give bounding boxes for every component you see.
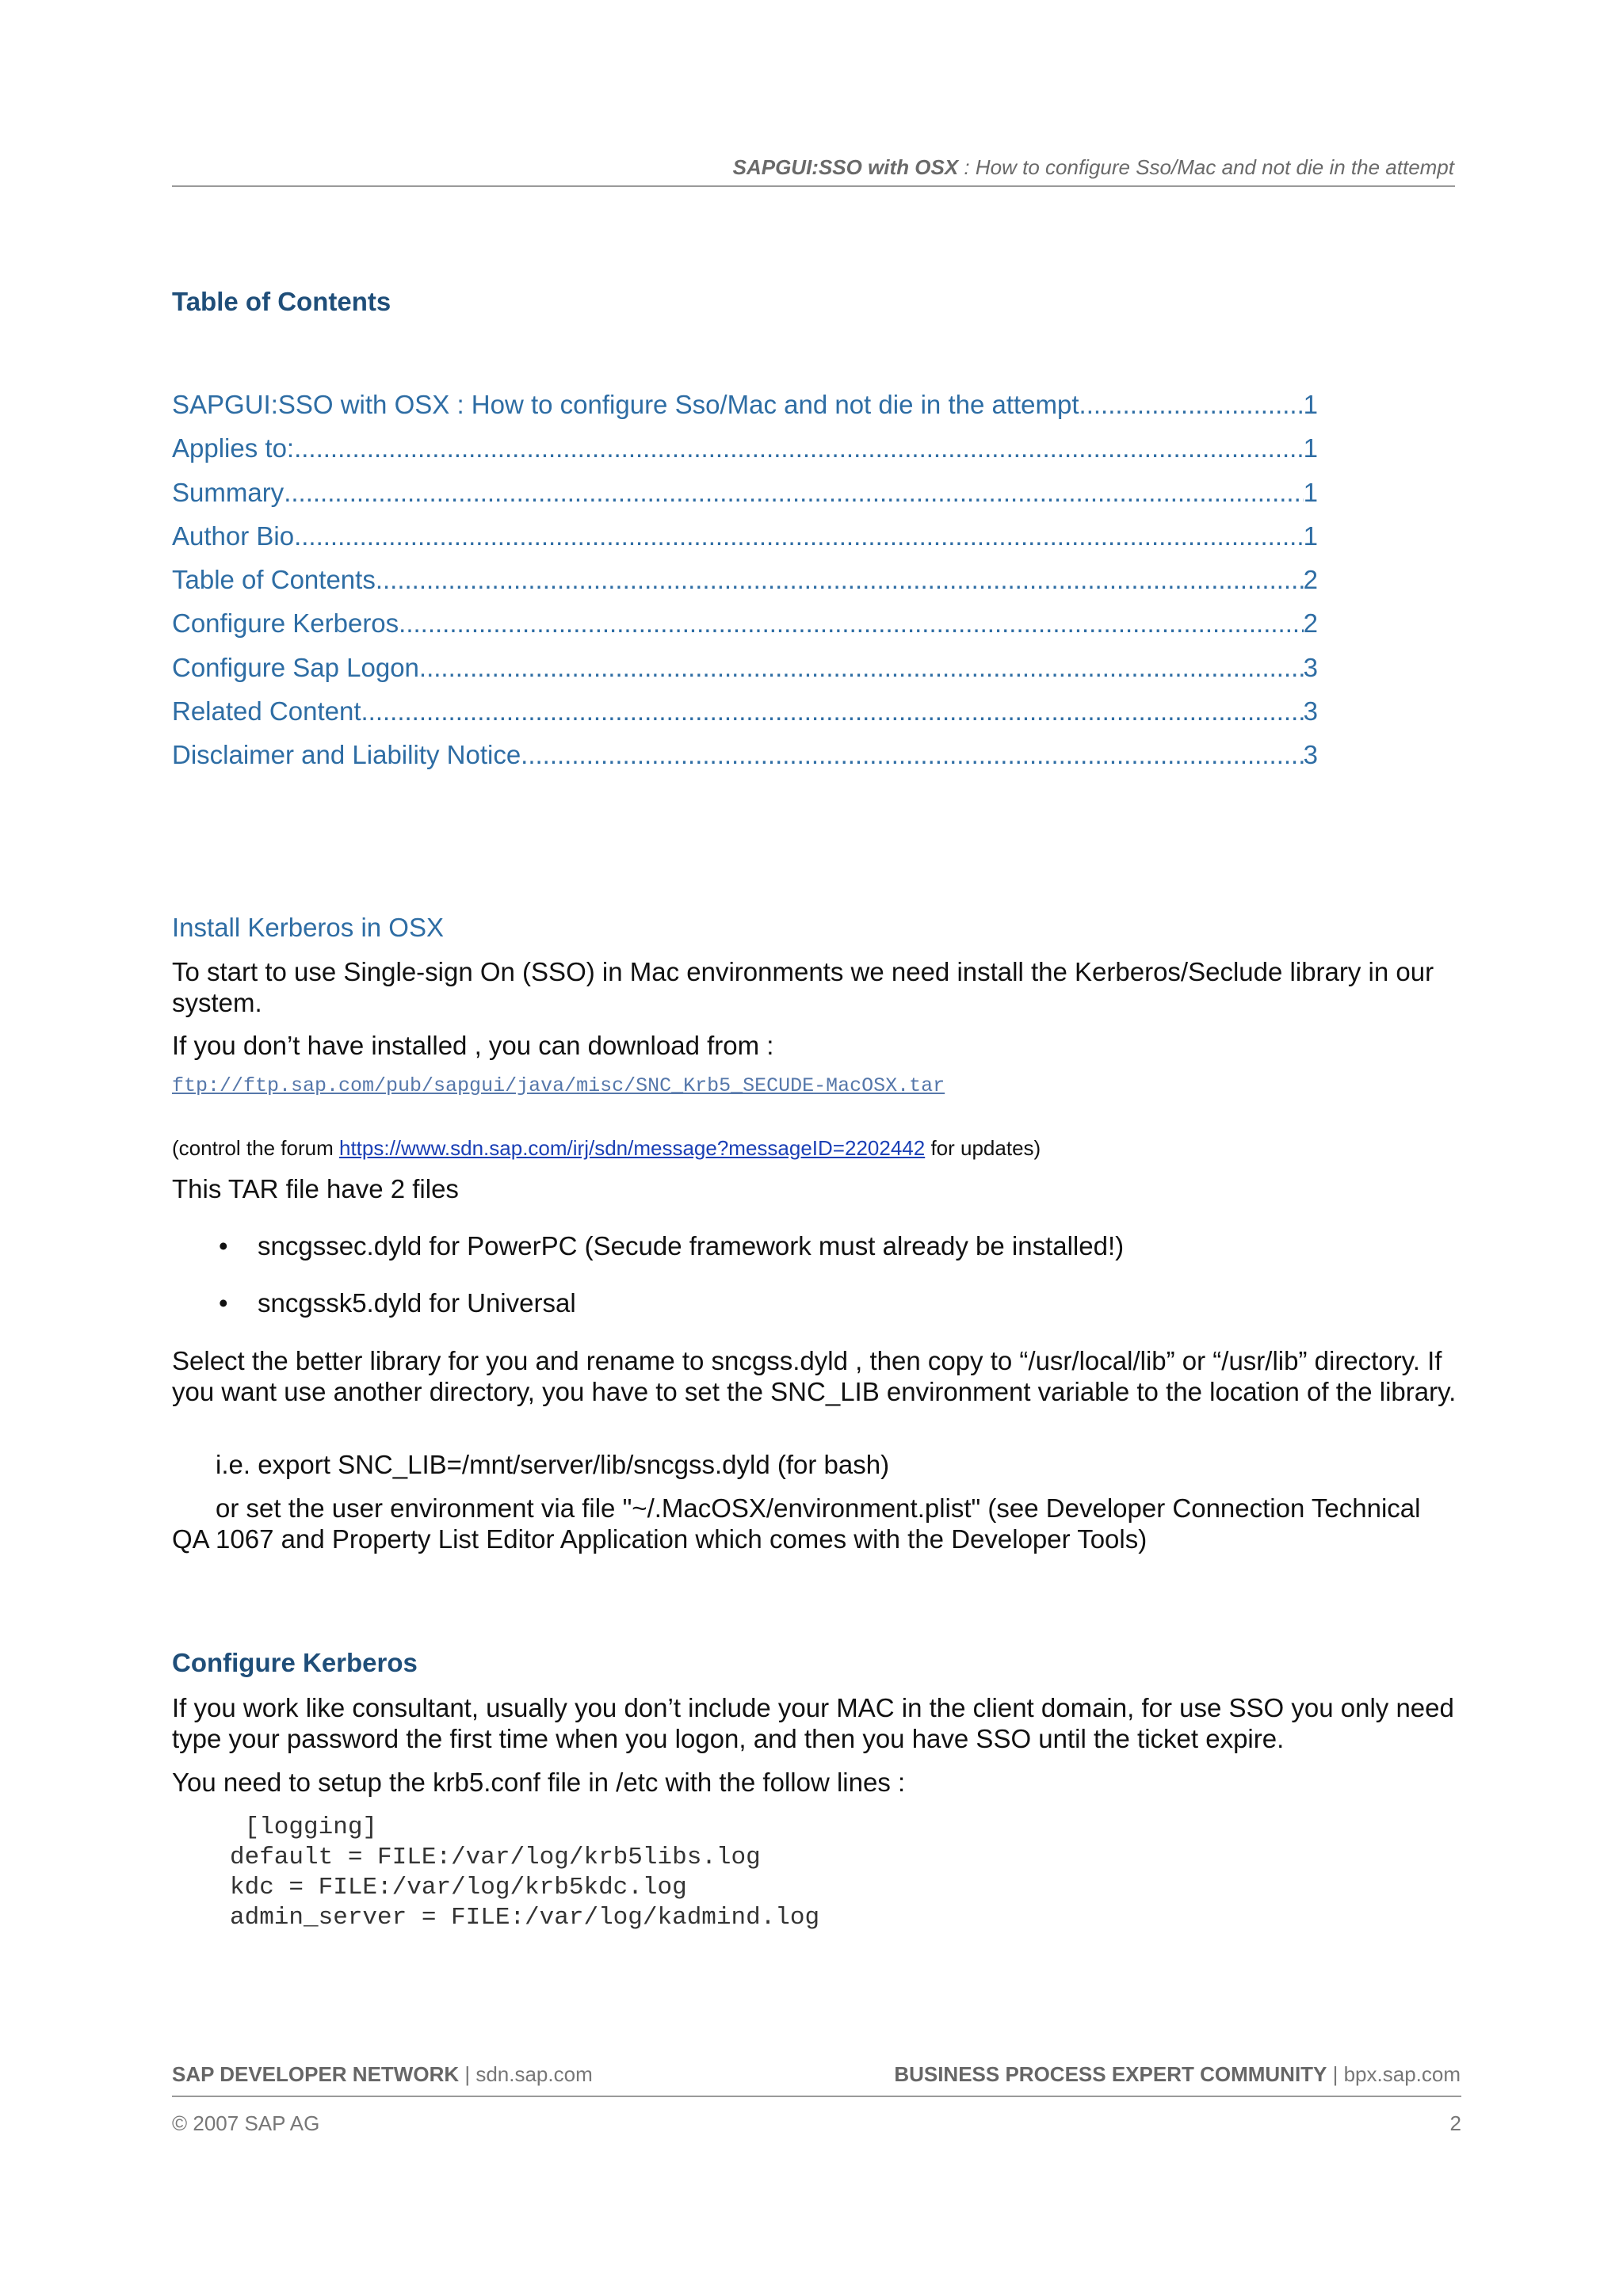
bullet-icon: •	[219, 1231, 228, 1261]
list-item: sncgssk5.dyld for Universal	[258, 1288, 576, 1318]
toc-entry[interactable]: Configure Sap Logon ..... 3	[172, 653, 1318, 696]
list-item: sncgssec.dyld for PowerPC (Secude framework must already be installed!)	[258, 1231, 1125, 1261]
toc-entry[interactable]: Author Bio ..... 1	[172, 521, 1318, 565]
footer-left-site: sdn.sap.com	[475, 2062, 593, 2086]
code-line: default = FILE:/var/log/krb5libs.log	[230, 1844, 761, 1871]
footer-left-separator: |	[459, 2062, 476, 2086]
ftp-download-link[interactable]: ftp://ftp.sap.com/pub/sapgui/java/misc/SNC_Krb5_SECUDE-MacOSX.tar	[172, 1074, 945, 1097]
plist-para: or set the user environment via file "~/.MacOSX/environment.plist" (see Developer Connection Technical QA 1067 and Property List Editor Application which comes with the Developer Tools)	[172, 1493, 1421, 1554]
configure-para-1: If you work like consultant, usually you don’t include your MAC in the client domain, for use SSO you only need type your password the first time when you logon, and then you have SSO until the ticket expire.	[172, 1693, 1454, 1753]
export-example: i.e. export SNC_LIB=/mnt/server/lib/sncgss.dyld (for bash)	[216, 1450, 890, 1479]
code-line: kdc = FILE:/var/log/krb5kdc.log	[230, 1874, 687, 1901]
bullet-icon: •	[219, 1288, 228, 1318]
forum-note-suffix: for updates)	[925, 1136, 1041, 1160]
code-line: admin_server = FILE:/var/log/kadmind.log	[230, 1904, 820, 1932]
footer-left	[172, 2062, 593, 2087]
toc-entry[interactable]: Related Content ..... 3	[172, 696, 1318, 740]
footer-right-separator: |	[1327, 2062, 1344, 2086]
footer-right	[894, 2062, 1461, 2087]
toc-heading: Table of Contents	[172, 287, 391, 316]
forum-note-prefix: (control the forum	[172, 1136, 339, 1160]
toc-entry[interactable]: SAPGUI:SSO with OSX : How to configure Sso/Mac and not die in the attempt ..... 1	[172, 390, 1318, 433]
toc-entry[interactable]: Disclaimer and Liability Notice ..... 3	[172, 740, 1318, 784]
footer-right-site: bpx.sap.com	[1343, 2062, 1461, 2086]
forum-note	[172, 1136, 1041, 1161]
select-library-para: Select the better library for you and rename to sncgss.dyld , then copy to “/usr/local/lib” or “/usr/lib” directory. If you want use another directory, you have to set the SNC_LIB environment variable to the location of the library.	[172, 1346, 1457, 1406]
header-rule	[172, 185, 1455, 187]
forum-link[interactable]: https://www.sdn.sap.com/irj/sdn/message?messageID=2202442	[338, 1136, 926, 1160]
running-header-bold: SAPGUI:SSO with OSX	[732, 155, 959, 179]
krb5-config-code	[230, 1813, 819, 1933]
install-para-1: To start to use Single-sign On (SSO) in Mac environments we need install the Kerberos/Seclude library in our system.	[172, 957, 1434, 1017]
toc-entry[interactable]: Applies to: ..... 1	[172, 433, 1318, 477]
tar-intro: This TAR file have 2 files	[172, 1174, 459, 1203]
table-of-contents	[172, 390, 1318, 784]
toc-entry[interactable]: Table of Contents ..... 2	[172, 565, 1318, 608]
toc-entry[interactable]: Summary ..... 1	[172, 478, 1318, 521]
footer-right-brand: BUSINESS PROCESS EXPERT COMMUNITY	[894, 2062, 1327, 2086]
configure-heading: Configure Kerberos	[172, 1648, 418, 1677]
configure-para-2: You need to setup the krb5.conf file in /etc with the follow lines :	[172, 1768, 906, 1797]
running-header-rest: : How to configure Sso/Mac and not die in the attempt	[958, 155, 1454, 179]
running-header	[733, 155, 1454, 180]
toc-entry[interactable]: Configure Kerberos ..... 2	[172, 608, 1318, 652]
footer-left-brand: SAP DEVELOPER NETWORK	[172, 2062, 460, 2086]
install-heading: Install Kerberos in OSX	[172, 913, 444, 942]
copyright: © 2007 SAP AG	[172, 2111, 320, 2135]
footer-rule	[172, 2096, 1461, 2097]
page-number: 2	[1449, 2111, 1461, 2135]
install-para-2: If you don’t have installed , you can download from :	[172, 1031, 774, 1060]
code-line: [logging]	[230, 1814, 378, 1841]
